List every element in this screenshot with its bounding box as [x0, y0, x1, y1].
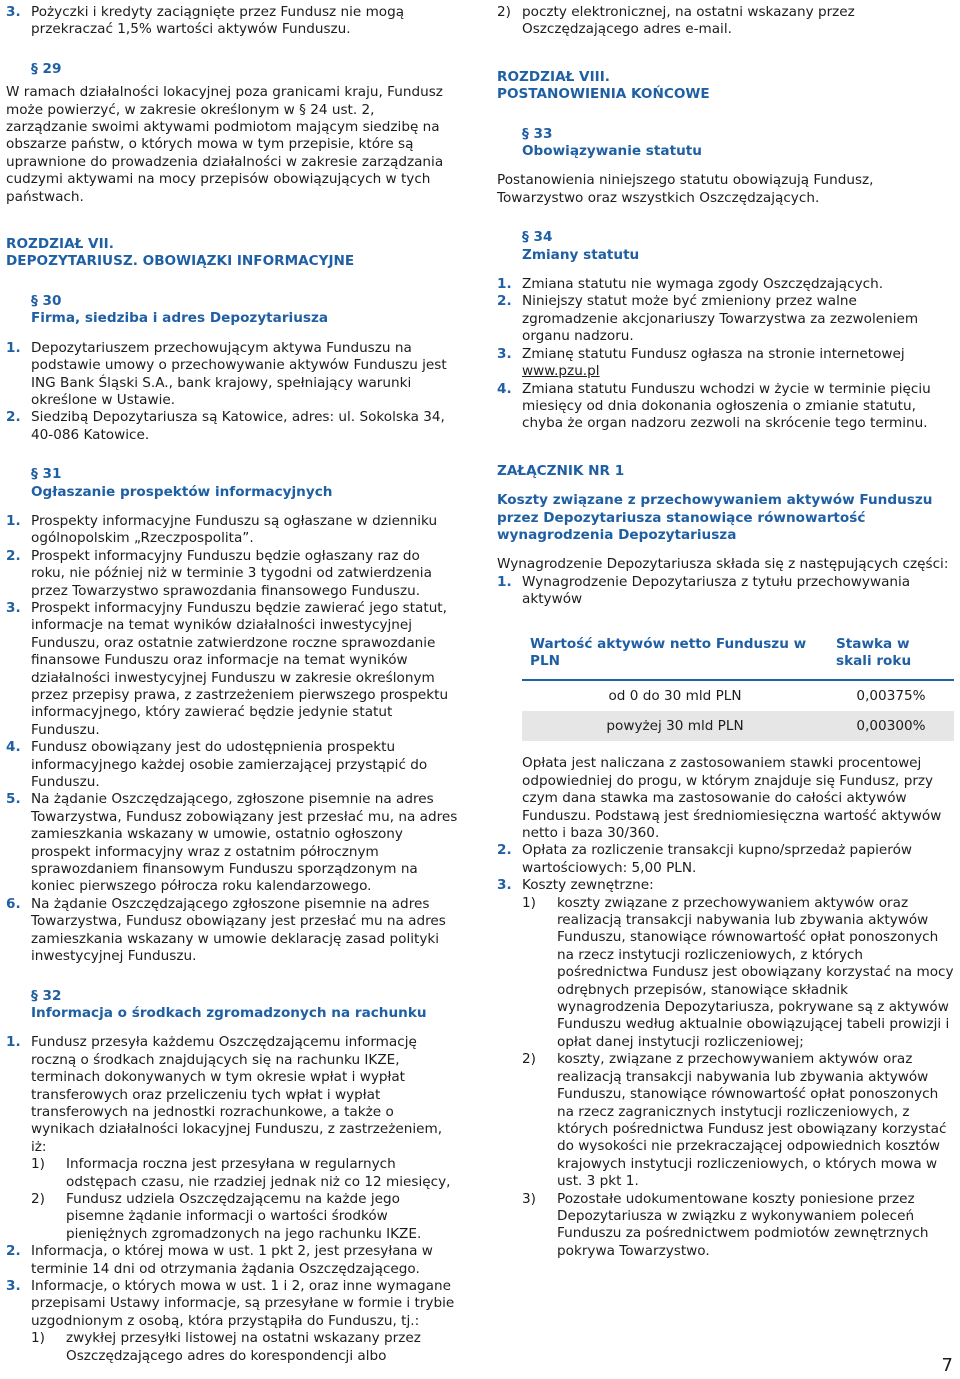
- list-item: 1. Zmiana statutu nie wymaga zgody Oszczędzających.: [497, 276, 884, 293]
- annex-item1-details: Opłata jest naliczana z zastosowaniem stawki procentowej odpowiedniej do progu, w którym znajduje się Fundusz, przy czym dana stawka ma zastosowanie do całości aktywów Funduszu. Podstawą jest średniomiesięczna wartość aktywów netto i baza 30/360.: [522, 755, 942, 841]
- section-30-list: [6, 340, 458, 444]
- chapter-7-subtitle: DEPOZYTARIUSZ. OBOWIĄZKI INFORMACYJNE: [6, 253, 355, 270]
- table-header-cell: Wartość aktywów netto Funduszu w PLN: [522, 627, 828, 681]
- section-34-list: [497, 276, 954, 433]
- sub-list-item: 1) zwykłej przesyłki listowej na ostatni wskazany przez Oszczędzającego adres do korespondencji albo: [31, 1330, 421, 1364]
- section-31-title: Ogłaszanie prospektów informacyjnych: [31, 483, 333, 500]
- sub-list-item: 1) Informacja roczna jest przesyłana w regularnych odstępach czasu, nie rzadziej jednak niż co 12 miesięcy,: [31, 1156, 451, 1190]
- table-header-row: [522, 627, 954, 681]
- list-item: 1. Depozytariuszem przechowującym aktywa Funduszu na podstawie umowy o przechowywanie aktywów Funduszu jest ING Bank Śląski S.A., bank krajowy, spełniający warunki określone w Ustawie.: [6, 339, 447, 408]
- list-item: 1. Prospekty informacyjne Funduszu są ogłaszane w dzienniku ogólnopolskim „Rzeczpospolita”.: [6, 512, 438, 547]
- list-item: 4. Fundusz obowiązany jest do udostępnienia prospektu informacyjnego każdej osobie zamierzającej przystąpić do Funduszu.: [6, 739, 428, 791]
- section-33-title: Obowiązywanie statutu: [522, 143, 702, 160]
- list-item: 3. Koszty zewnętrzne:: [497, 877, 654, 894]
- table-row: [522, 711, 954, 741]
- list-item: 3. Zmianę statutu Fundusz ogłasza na stronie internetowej www.pzu.pl: [497, 345, 905, 380]
- table-cell: powyżej 30 mld PLN: [522, 711, 828, 741]
- sub-list-item: 2) koszty, związane z przechowywaniem aktywów oraz realizacją transakcji nabywania lub zbywania aktywów Funduszu, stanowiące równowartość opłat ponoszonych na rzecz zagranicznych instytucji rozliczeniowych, z których pośrednictwa Fundusz jest obowiązany korzystać do wysokości nie przekraczającej odpowiednich kosztów krajowych instytucji rozliczeniowych, o których mowa w ust. 3 pkt 1.: [522, 1051, 947, 1190]
- right-column: [497, 4, 954, 1260]
- list-item: 1. Wynagrodzenie Depozytariusza z tytułu przechowywania aktywów: [497, 573, 911, 608]
- chapter-7-title: ROZDZIAŁ VII.: [6, 236, 114, 253]
- section-32-title: Informacja o środkach zgromadzonych na rachunku: [31, 1004, 427, 1021]
- list-item: 3. Pożyczki i kredyty zaciągnięte przez Fundusz nie mogą przekraczać 1,5% wartości aktywów Funduszu.: [6, 4, 405, 38]
- list-item: 2. Prospekt informacyjny Funduszu będzie ogłaszany raz do roku, nie później niż w terminie 3 tygodni od zatwierdzenia przez Towarzystwo sprawozdania finansowego Funduszu.: [6, 547, 432, 599]
- list-item: 2. Informacja, o której mowa w ust. 1 pkt 2, jest przesyłana w terminie 14 dni od otrzymania żądania Oszczędzającego.: [6, 1243, 433, 1277]
- sub-list-item: 1) koszty związane z przechowywaniem aktywów oraz realizacją transakcji nabywania lub zbywania aktywów Funduszu, stanowiące równowartość opłat ponoszonych na rzecz instytucji rozliczeniowych, z których pośrednictwa Fundusz jest obowiązany korzystać na mocy odrębnych przepisów, stanowiące składnik wynagrodzenia Depozytariusza, pokrywane są z aktywów Funduszu według aktualnie obowiązującej tabeli prowizji i opłat danej instytucji rozliczeniowej;: [522, 894, 954, 1050]
- section-32-number: § 32: [31, 987, 62, 1004]
- table-cell: od 0 do 30 mld PLN: [608, 687, 742, 704]
- annex-intro: Wynagrodzenie Depozytariusza składa się z następujących części:: [497, 556, 949, 573]
- pzu-website-link[interactable]: www.pzu.pl: [522, 363, 600, 380]
- section-32-list: [6, 1034, 458, 1365]
- table-cell: 0,00300%: [828, 711, 954, 741]
- section-30-title: Firma, siedziba i adres Depozytariusza: [31, 310, 329, 327]
- chapter-8-subtitle: POSTANOWIENIA KOŃCOWE: [497, 86, 710, 103]
- section-31-number: § 31: [31, 466, 62, 483]
- annex-title: ZAŁĄCZNIK NR 1: [497, 462, 625, 479]
- section-34-title: Zmiany statutu: [522, 246, 640, 263]
- section-31-list: [6, 513, 458, 966]
- section-29-text: W ramach działalności lokacyjnej poza granicami kraju, Fundusz może powierzyć, w zakresie określonym w § 24 ust. 2, zarządzanie swoimi aktywami podmiotom mającym siedzibę na obszarze państw, o których mowa w tym przepisie, które są uprawnione do prowadzenia działalności w zakresie zarządzania cudzymi aktywami na mocy przepisów obowiązujących w tych państwach.: [6, 84, 444, 205]
- section-34-number: § 34: [522, 229, 553, 246]
- section-30-number: § 30: [31, 292, 62, 309]
- table-row: [522, 680, 954, 711]
- list-item: 5. Na żądanie Oszczędzającego, zgłoszone pisemnie na adres Towarzystwa, Fundusz zobowiązany jest przesłać mu, na adres zamieszkania wskazany w umowie, ostatnio ogłoszony prospekt informacyjny wraz z ostatnim półrocznym sprawozdaniem finansowym Funduszu sporządzonym na koniec pierwszego półrocza roku kalendarzowego.: [6, 791, 458, 895]
- section-33-text: Postanowienia niniejszego statutu obowiązują Fundusz, Towarzystwo oraz wszystkich Oszczędzających.: [497, 172, 874, 206]
- sub-list-item: 2) Fundusz udziela Oszczędzającemu na każde jego pisemne żądanie informacji o wartości środków pieniężnych zgromadzonych na jego rachunku IKZE.: [31, 1190, 422, 1242]
- list-item: 2. Opłata za rozliczenie transakcji kupno/sprzedaż papierów wartościowych: 5,00 PLN.: [497, 842, 913, 876]
- list-item: 3. Prospekt informacyjny Funduszu będzie zawierać jego statut, informacje na temat wyników działalności inwestycyjnej Funduszu, oraz ostatnie zatwierdzone roczne sprawozdanie finansowe Funduszu oraz informacje na temat wyników działalności inwestycyjnej Funduszu w zakresie określonym przez przepisy prawa, z zastrzeżeniem pierwszego prospektu informacyjnego, który zawierać będzie jedynie statut Funduszu.: [6, 599, 449, 738]
- list-item: 2. Niniejszy statut może być zmieniony przez walne zgromadzenie akcjonariuszy Towarzystwa za zezwoleniem organu nadzoru.: [497, 293, 919, 345]
- left-column: [6, 4, 458, 1365]
- list-item: 3. Informacje, o których mowa w ust. 1 i 2, oraz inne wymagane przepisami Ustawy informacje, są przesyłane w formie i trybie uzgodnionym z osobą, która przystąpiła do Funduszu, tj.:: [6, 1278, 455, 1329]
- list-item: 4. Zmiana statutu Funduszu wchodzi w życie w terminie pięciu miesięcy od dnia dokonania ogłoszenia o zmianie statutu, chyba że organ nadzoru zezwoli na skrócenie tego terminu.: [497, 380, 931, 432]
- page-number: 7: [941, 1354, 953, 1376]
- list-item: 6. Na żądanie Oszczędzającego zgłoszone pisemnie na adres Towarzystwa, Fundusz obowiązany jest przesłać mu na adres zamieszkania wskazany w umowie deklarację zasad polityki inwestycyjnej Funduszu.: [6, 895, 446, 965]
- table-header-cell: Stawka w skali roku: [828, 627, 954, 681]
- list-item: 1. Fundusz przesyła każdemu Oszczędzającemu informację roczną o środkach znajdujących się na rachunku IKZE, terminach dokonywanych w tym okresie wpłat i wypłat transferowych oraz przeliczeniu tych wpłat i wypłat transferowych na jednostki rozrachunkowe, a także o wynikach działalności lokacyjnej Funduszu, z zastrzeżeniem, iż:: [6, 1034, 443, 1155]
- chapter-8-title: ROZDZIAŁ VIII.: [497, 68, 610, 85]
- sub-list-item: 2) poczty elektronicznej, na ostatni wskazany przez Oszczędzającego adres e-mail.: [497, 4, 855, 38]
- annex-subtitle: Koszty związane z przechowywaniem aktywów Funduszu przez Depozytariusza stanowiące równowartość wynagrodzenia Depozytariusza: [497, 492, 933, 543]
- section-33-number: § 33: [522, 125, 553, 142]
- sub-list-item: 3) Pozostałe udokumentowane koszty poniesione przez Depozytariusza w związku z wykonywaniem poleceń Funduszu za pośrednictwem podmiotów zewnętrznych pokrywa Towarzystwo.: [522, 1190, 929, 1259]
- fee-table: [522, 627, 954, 742]
- table-cell: 0,00375%: [856, 687, 926, 704]
- list-item: 2. Siedzibą Depozytariusza są Katowice, adres: ul. Sokolska 34, 40-086 Katowice.: [6, 409, 445, 443]
- section-29-number: § 29: [31, 60, 62, 77]
